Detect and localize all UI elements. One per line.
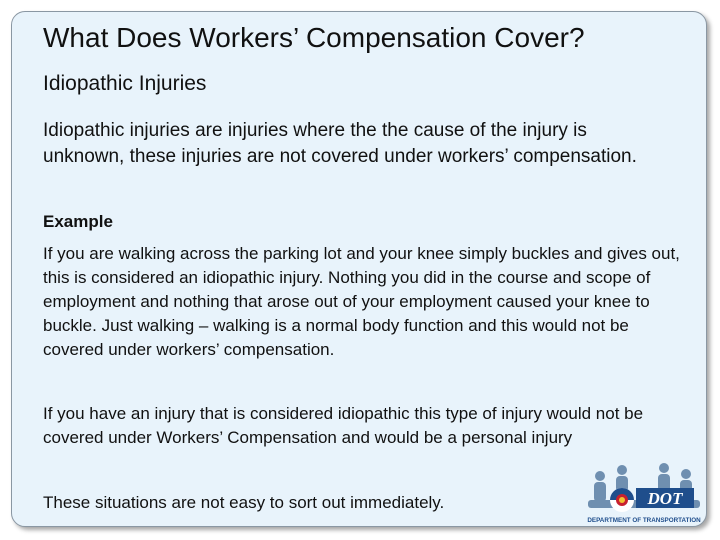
- cdot-logo-graphic: [582, 460, 706, 530]
- example-heading: Example: [43, 212, 113, 231]
- slide-title: What Does Workers’ Compensation Cover?: [43, 22, 585, 53]
- dot-acronym: DOT: [647, 489, 683, 508]
- colorado-flag-icon: [610, 488, 634, 512]
- closing-paragraph: These situations are not easy to sort out immediately.: [43, 493, 445, 512]
- coverage-paragraph: If you have an injury that is considered idiopathic this type of injury would not be covered under Workers’ Compensation and would be a personal injury: [43, 404, 644, 447]
- slide-subtitle: Idiopathic Injuries: [43, 72, 207, 95]
- intro-text: Idiopathic injuries are injuries where the the cause of the injury is unknown, these injuries are not covered under workers’ compensation.: [43, 120, 637, 167]
- example-paragraph: If you are walking across the parking lot and your knee simply buckles and gives out, this is considered an idiopathic injury. Nothing you did in the course and scope of employment and nothing that arose out of your employment caused your knee to buckle. Just walking – walking is a normal body function and this would not be covered under workers’ compensation.: [43, 244, 680, 359]
- department-label: DEPARTMENT OF TRANSPORTATION: [587, 517, 701, 524]
- cdot-logo: [582, 460, 706, 530]
